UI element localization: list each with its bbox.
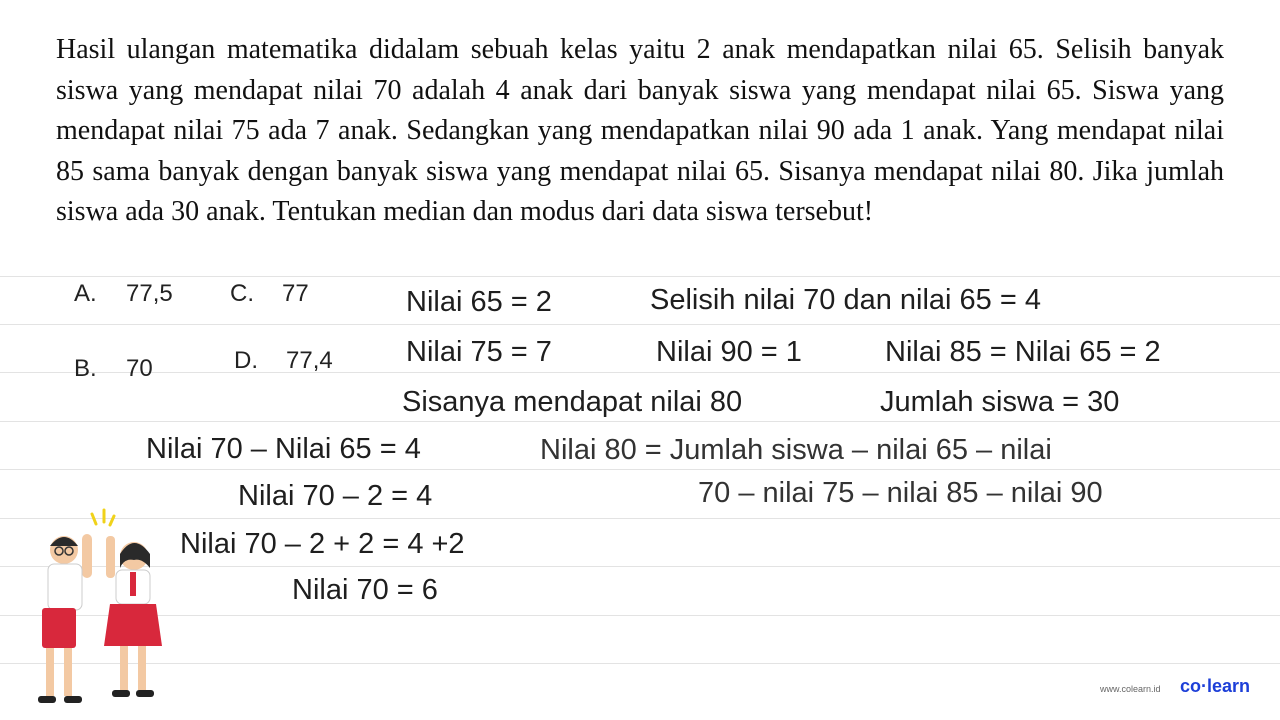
option-c[interactable] [230, 280, 309, 308]
option-a[interactable] [74, 280, 173, 308]
step-4: Nilai 70 = 6 [292, 574, 438, 606]
option-value: 77 [282, 280, 309, 307]
option-letter: C. [230, 280, 254, 307]
step-2: Nilai 70 – 2 = 4 [238, 480, 433, 512]
step-1: Nilai 70 – Nilai 65 = 4 [146, 433, 421, 465]
colearn-logo: co·learn [1180, 676, 1251, 696]
step-3: Nilai 70 – 2 + 2 = 4 +2 [180, 528, 465, 560]
note-nilai-65: Nilai 65 = 2 [406, 286, 552, 318]
ruled-line [0, 663, 1280, 664]
option-value: 70 [126, 355, 153, 382]
note-nilai-75: Nilai 75 = 7 [406, 336, 552, 368]
ruled-line [0, 372, 1280, 373]
ruled-line [0, 421, 1280, 422]
ruled-line [0, 566, 1280, 567]
option-d[interactable] [234, 347, 333, 375]
note-nilai-90: Nilai 90 = 1 [656, 336, 802, 368]
option-b[interactable] [74, 355, 153, 383]
ruled-line [0, 324, 1280, 325]
note-sisanya: Sisanya mendapat nilai 80 [402, 386, 743, 418]
ruled-line [0, 276, 1280, 277]
note-selisih: Selisih nilai 70 dan nilai 65 = 4 [650, 284, 1041, 316]
option-letter: D. [234, 347, 258, 374]
option-letter: B. [74, 355, 97, 382]
option-letter: A. [74, 280, 97, 307]
ruled-line [0, 615, 1280, 616]
students-illustration [20, 508, 180, 718]
ruled-line [0, 518, 1280, 519]
note-nilai-85: Nilai 85 = Nilai 65 = 2 [885, 336, 1161, 368]
footer-url[interactable]: www.colearn.id [1100, 684, 1161, 694]
problem-text: Hasil ulangan matematika didalam sebuah kelas yaitu 2 anak mendapatkan nilai 65. Selisih banyak siswa yang mendapat nilai 70 adalah 4 anak dari banyak siswa yang mendapat nilai 65. Siswa yang mendapat nilai 75 ada 7 anak. Sedangkan yang mendapatkan nilai 90 ada 1 anak. Yang mendapat nilai 85 sama banyak dengan banyak siswa yang mendapat nilai 65. Sisanya mendapat nilai 80. Jika jumlah siswa ada 30 anak. Tentukan median dan modus dari data siswa tersebut! [56, 34, 1224, 227]
eq-nilai-80-line1: Nilai 80 = Jumlah siswa – nilai 65 – nilai [540, 434, 1052, 466]
option-value: 77,4 [286, 347, 333, 374]
option-value: 77,5 [126, 280, 173, 307]
eq-nilai-80-line2: 70 – nilai 75 – nilai 85 – nilai 90 [698, 477, 1103, 509]
note-jumlah: Jumlah siswa = 30 [880, 386, 1120, 418]
ruled-line [0, 469, 1280, 470]
